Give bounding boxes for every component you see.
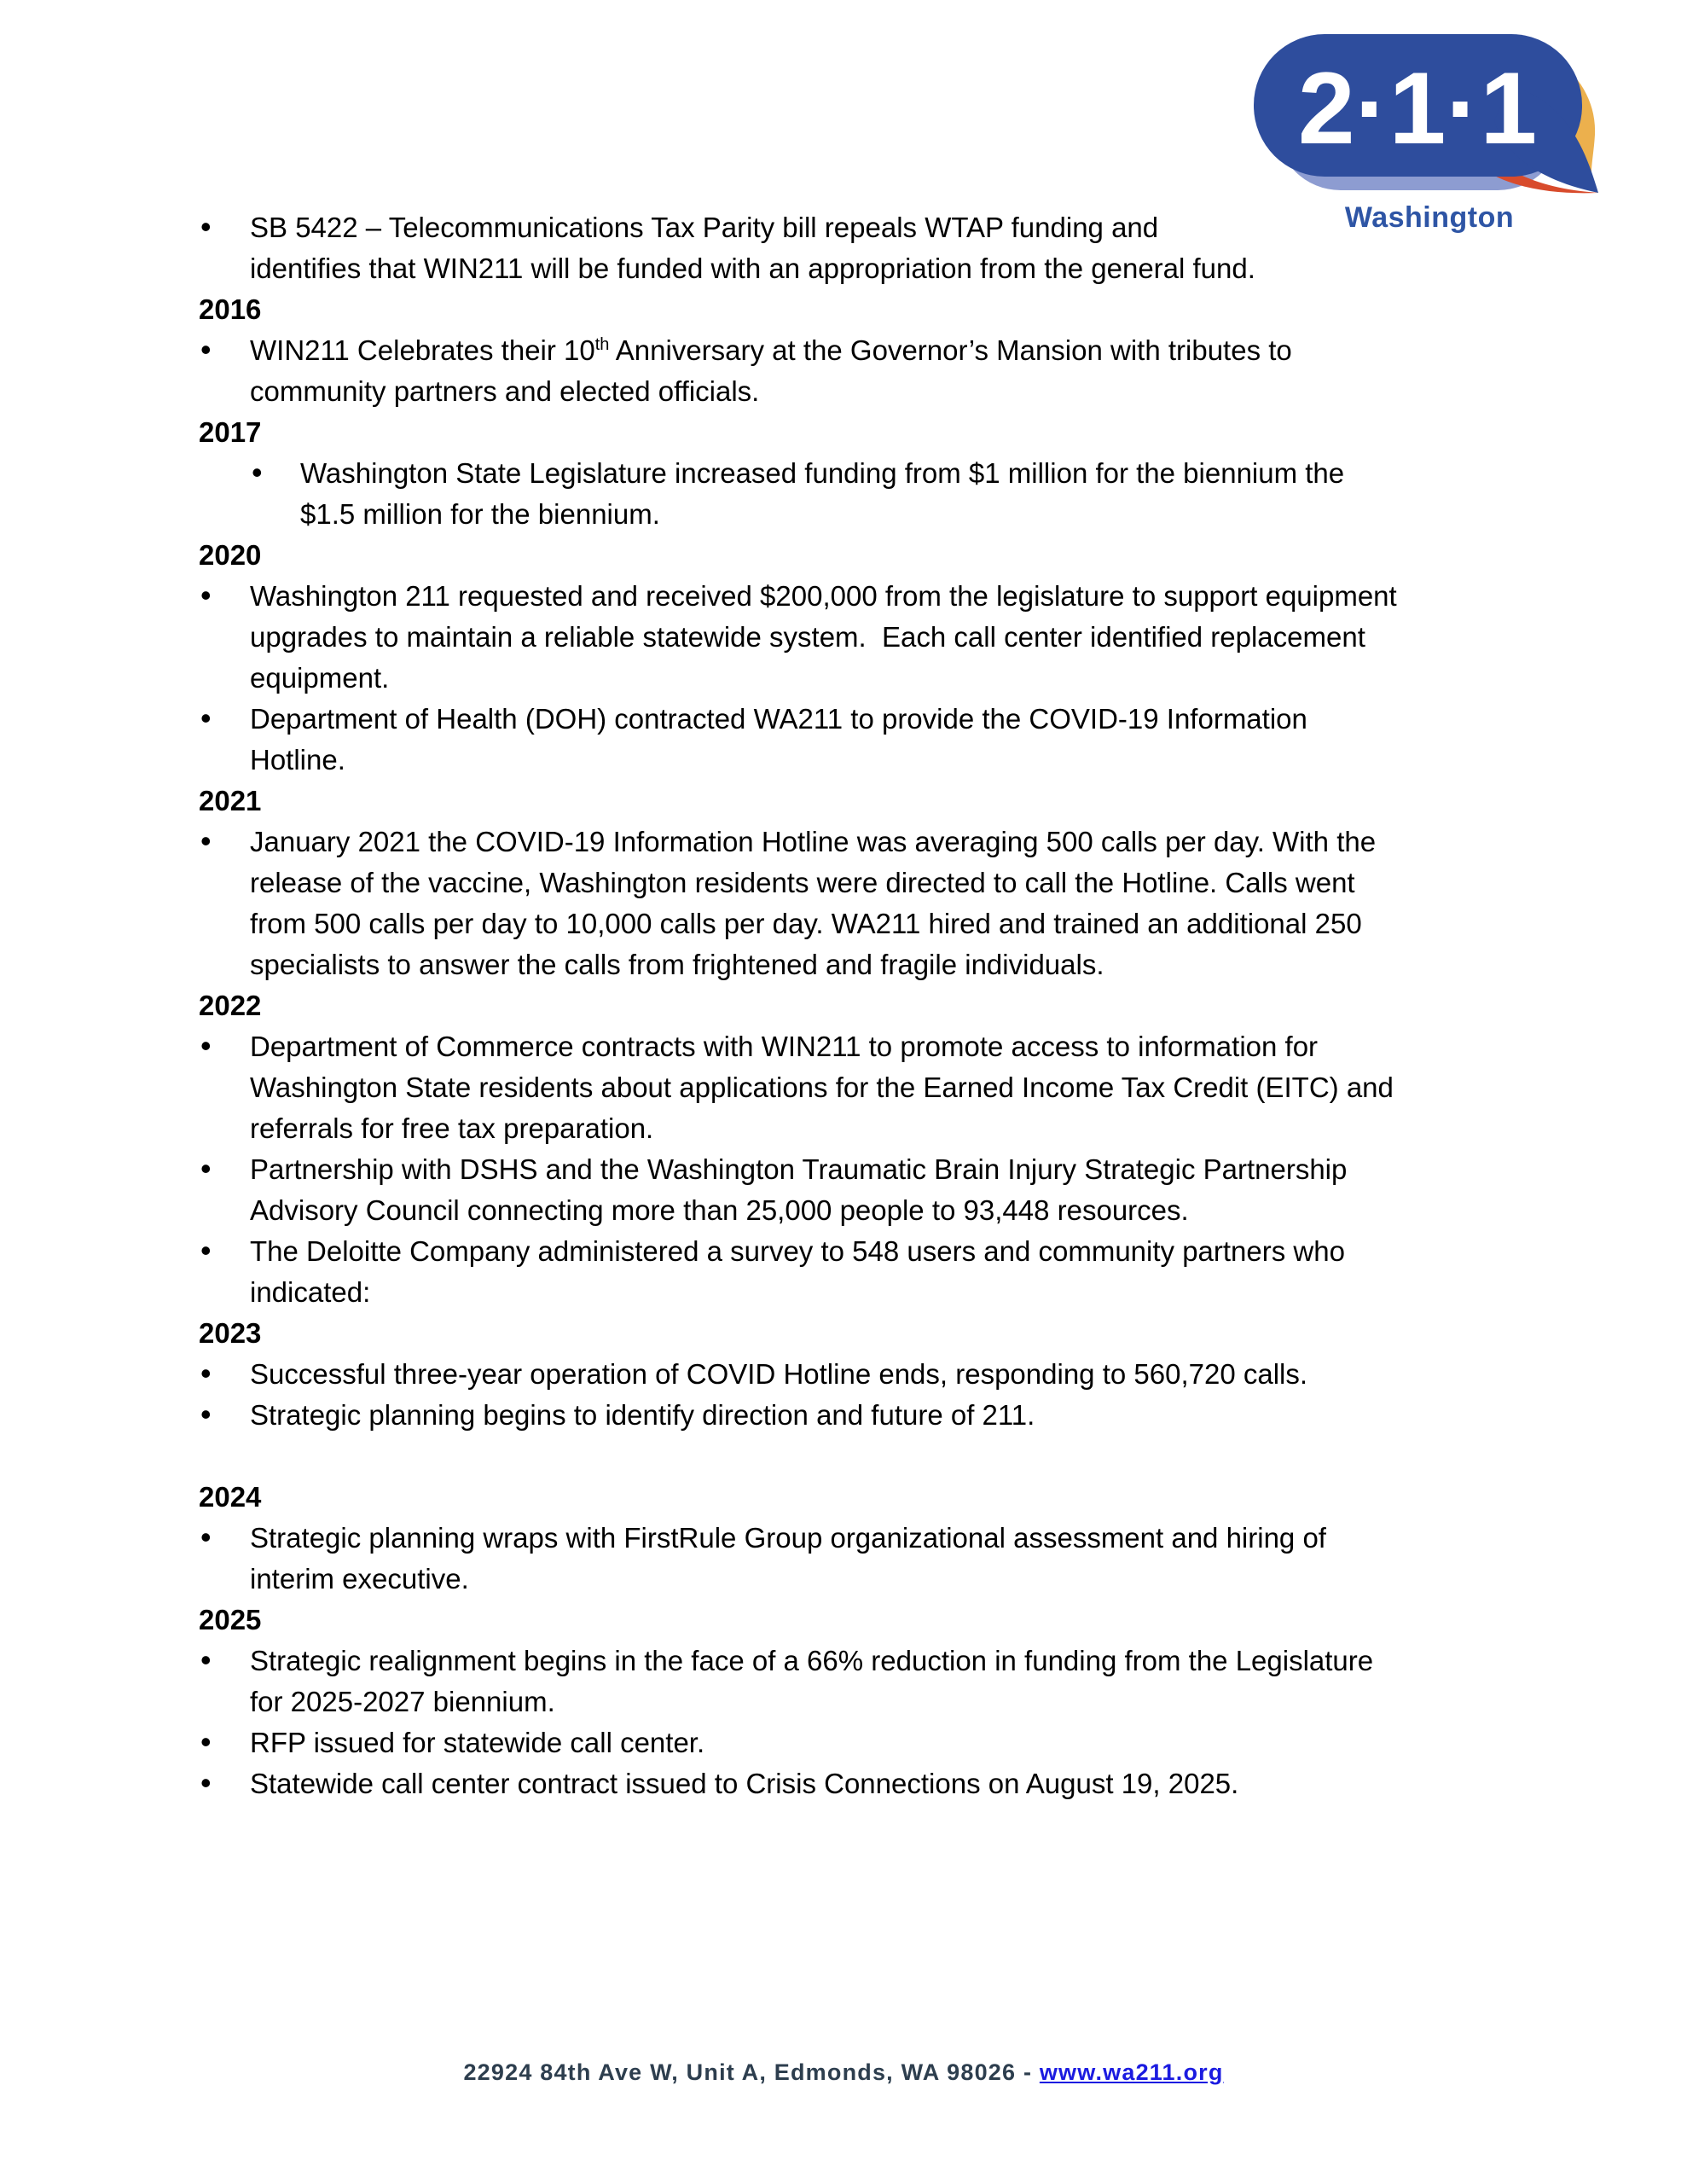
year-heading: 2023 [199,1317,262,1349]
bullet-marker-icon: • [200,1397,212,1432]
timeline-bullet-item [199,1354,1488,1395]
year-heading: 2024 [199,1481,262,1513]
year-heading: 2025 [199,1604,262,1635]
superscript-text: th [594,335,610,354]
timeline-text-line: Strategic planning wraps with FirstRule Group organizational assessment and hiring of [250,1522,1326,1554]
year-heading: 2021 [199,785,262,816]
timeline-text-line: indicated: [250,1276,371,1308]
footer-link[interactable]: www.wa211.org [1039,2059,1224,2085]
timeline-bullet-item [199,1026,1488,1149]
timeline-bullet-item [199,699,1488,781]
footer [0,2058,1687,2087]
year-heading: 2020 [199,539,262,571]
timeline-text-line: RFP issued for statewide call center. [250,1727,705,1758]
bullet-marker-icon: • [200,1028,212,1063]
bullet-marker-icon: • [200,700,212,735]
year-heading: 2017 [199,416,262,448]
timeline-text-line: Washington State residents about applications for the Earned Income Tax Credit (EITC) and [250,1072,1394,1103]
bullet-marker-icon: • [200,1642,212,1677]
timeline-text-line: The Deloitte Company administered a survey to 548 users and community partners who [250,1235,1345,1267]
timeline-text-line: Hotline. [250,744,345,775]
timeline-text-line: from 500 calls per day to 10,000 calls per day. WA211 hired and trained an additional 250 [250,908,1362,939]
timeline-text-line: Advisory Council connecting more than 25,000 people to 93,448 resources. [250,1194,1189,1226]
bullet-marker-icon: • [200,823,212,858]
timeline-bullet-item [252,453,1488,535]
footer-separator: - [1016,2059,1040,2085]
timeline-text-line: January 2021 the COVID-19 Information Hotline was averaging 500 calls per day. With the [250,826,1377,857]
logo-211-bubble-graphic [1254,34,1605,196]
timeline-text-line: Partnership with DSHS and the Washington Traumatic Brain Injury Strategic Partnership [250,1153,1348,1185]
timeline-text-line: interim executive. [250,1563,469,1594]
bullet-marker-icon: • [252,455,263,490]
bullet-marker-icon: • [200,332,212,367]
timeline-text-line: identifies that WIN211 will be funded with an appropriation from the general fund. [250,253,1255,284]
timeline-text-line: SB 5422 – Telecommunications Tax Parity bill repeals WTAP funding and [250,212,1159,243]
timeline-text-line: Successful three-year operation of COVID Hotline ends, responding to 560,720 calls. [250,1358,1308,1390]
bullet-marker-icon: • [200,1356,212,1391]
bullet-marker-icon: • [200,1724,212,1759]
bullet-marker-icon: • [200,1519,212,1554]
timeline-text-line: Washington State Legislature increased funding from $1 million for the biennium the [300,457,1345,489]
timeline-bullet-item [199,1395,1488,1436]
timeline-bullet-item [199,1231,1488,1313]
timeline-text-line: referrals for free tax preparation. [250,1112,654,1144]
timeline-text-line: equipment. [250,662,390,694]
timeline-text-line: Strategic realignment begins in the face of a 66% reduction in funding from the Legislature [250,1645,1374,1676]
timeline-text-line: for 2025-2027 biennium. [250,1686,555,1717]
bullet-marker-icon: • [200,578,212,613]
bullet-marker-icon: • [200,1151,212,1186]
timeline-text-line: Department of Commerce contracts with WIN211 to promote access to information for [250,1031,1319,1062]
timeline-text-line: Washington 211 requested and received $200,000 from the legislature to support equipment [250,580,1397,612]
timeline-bullet-item [199,576,1488,699]
timeline-bullet-item [199,1722,1488,1763]
timeline-text-line [250,330,1488,371]
logo-caption: Washington [1344,201,1515,234]
logo-bubble-text: 2·1·1 [1297,51,1538,166]
timeline-text-line: Statewide call center contract issued to Crisis Connections on August 19, 2025. [250,1768,1239,1799]
logo-211-washington [1254,34,1605,233]
timeline-bullet-item [199,1518,1488,1600]
text-segment: WIN211 Celebrates their 10 [250,334,595,366]
footer-address: 22924 84th Ave W, Unit A, Edmonds, WA 98026 [463,2059,1017,2085]
text-segment: Anniversary at the Governor’s Mansion with tributes to [609,334,1292,366]
timeline-text-line: specialists to answer the calls from frightened and fragile individuals. [250,949,1104,980]
year-heading: 2022 [199,990,262,1021]
timeline [199,207,1488,1804]
timeline-bullet-item [199,822,1488,985]
timeline-bullet-item [199,207,1488,289]
timeline-text-line: $1.5 million for the biennium. [300,498,660,530]
bullet-marker-icon: • [200,1765,212,1800]
timeline-bullet-item [199,1763,1488,1804]
timeline-bullet-item [199,330,1488,412]
timeline-bullet-item [199,1149,1488,1231]
year-heading: 2016 [199,293,262,325]
timeline-bullet-item [199,1641,1488,1722]
timeline-text-line: community partners and elected officials. [250,375,760,407]
timeline-text-line: upgrades to maintain a reliable statewide system. Each call center identified replacement [250,621,1365,653]
bullet-marker-icon: • [200,209,212,244]
section-gap [199,1436,1488,1477]
timeline-text-line: Department of Health (DOH) contracted WA211 to provide the COVID-19 Information [250,703,1307,735]
bullet-marker-icon: • [200,1233,212,1268]
timeline-text-line: Strategic planning begins to identify direction and future of 211. [250,1399,1035,1431]
timeline-text-line: release of the vaccine, Washington residents were directed to call the Hotline. Calls went [250,867,1355,898]
